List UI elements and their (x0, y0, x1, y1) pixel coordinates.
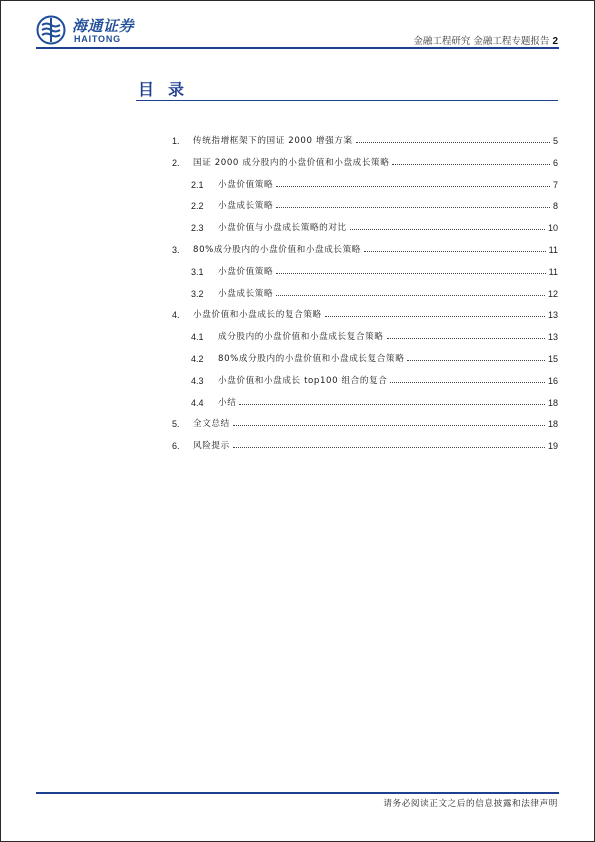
toc-leader-dots (364, 251, 546, 252)
toc-entry[interactable] (172, 306, 558, 320)
toc-entry-number: 2.3 (191, 223, 204, 234)
toc-entry-page: 8 (552, 201, 558, 212)
toc-entry-page: 18 (547, 397, 558, 408)
toc-entry-label: 80%成分股内的小盘价值和小盘成长复合策略 (218, 354, 405, 364)
toc-entry-label: 小结 (218, 397, 237, 408)
logo-chinese-name: 海通证券 (72, 17, 135, 35)
toc-entry-page: 13 (547, 332, 558, 343)
toc-leader-dots (276, 273, 545, 274)
toc-entry[interactable] (191, 328, 558, 342)
footer-disclaimer: 请务必阅读正文之后的信息披露和法律声明 (383, 799, 558, 809)
toc-entry-number: 1. (172, 136, 180, 146)
toc-entry[interactable] (172, 415, 558, 429)
header-section (413, 33, 558, 47)
toc-entry-page: 12 (547, 288, 558, 299)
toc-entry-number: 5. (172, 419, 180, 430)
toc-entry-number: 4. (172, 310, 180, 321)
toc-entry-label: 小盘价值和小盘成长的复合策略 (193, 310, 322, 321)
haitong-logo-icon (36, 15, 66, 45)
footer-divider (36, 792, 559, 794)
toc-entry[interactable] (191, 372, 558, 386)
toc-entry-label: 80%成分股内的小盘价值和小盘成长策略 (193, 245, 362, 255)
toc-entry-page: 13 (547, 310, 558, 321)
toc-leader-dots (239, 404, 545, 405)
toc-entry-number: 3.1 (191, 266, 204, 277)
toc-entry[interactable] (191, 197, 558, 211)
toc-entry-page: 19 (547, 441, 558, 452)
haitong-logo (36, 15, 196, 47)
toc-entry-label: 小盘价值策略 (218, 266, 274, 277)
toc-entry-number: 3.2 (191, 288, 204, 299)
toc-entry-label: 小盘价值和小盘成长 top100 组合的复合 (218, 375, 388, 386)
header-page-number: 2 (552, 36, 558, 47)
toc-entry[interactable] (172, 154, 558, 168)
toc-entry-page: 16 (547, 375, 558, 386)
toc-entry-number: 2.1 (191, 179, 204, 190)
toc-title: 目录 (138, 80, 199, 99)
toc-leader-dots (407, 360, 545, 361)
toc-entry-label: 风险提示 (193, 441, 230, 452)
toc-leader-dots (392, 164, 550, 165)
toc-entry-number: 6. (172, 441, 180, 452)
header-divider (36, 47, 559, 49)
toc-entry-page: 15 (547, 354, 558, 364)
toc-entry-number: 4.2 (191, 354, 204, 364)
toc-leader-dots (276, 186, 550, 187)
toc-entry-label: 成分股内的小盘价值和小盘成长复合策略 (218, 332, 384, 343)
toc-entry-label: 小盘价值策略 (218, 179, 274, 190)
toc-entry-number: 4.1 (191, 332, 204, 343)
toc-leader-dots (233, 447, 545, 448)
logo-english-name: HAITONG (74, 34, 121, 44)
toc-leader-dots (356, 142, 550, 143)
toc-entry-label: 小盘价值与小盘成长策略的对比 (218, 223, 347, 234)
toc-entry-page: 6 (552, 157, 558, 168)
toc-leader-dots (390, 382, 545, 383)
toc-leader-dots (387, 338, 545, 339)
toc-leader-dots (350, 229, 545, 230)
toc-entry-page: 10 (547, 223, 558, 234)
toc-entry-number: 2.2 (191, 201, 204, 212)
toc-entry[interactable] (191, 394, 558, 408)
toc-entry-page: 18 (547, 419, 558, 430)
toc-entry[interactable] (172, 132, 558, 146)
toc-leader-dots (276, 207, 550, 208)
toc-entry-number: 3. (172, 245, 180, 255)
toc-entry[interactable] (172, 437, 558, 451)
toc-entry-label: 传统指增框架下的国证 2000 增强方案 (193, 136, 353, 146)
header-section-label: 金融工程研究 金融工程专题报告 (413, 36, 550, 47)
toc-entry[interactable] (191, 350, 558, 364)
toc-leader-dots (276, 295, 545, 296)
toc-entry-page: 7 (552, 179, 558, 190)
toc-entry[interactable] (191, 176, 558, 190)
toc-entry-page: 11 (548, 245, 558, 255)
toc-title-divider (136, 100, 558, 101)
toc-entry[interactable] (191, 263, 558, 277)
toc-entry-label: 国证 2000 成分股内的小盘价值和小盘成长策略 (193, 157, 390, 168)
toc-entry-label: 全文总结 (193, 419, 230, 430)
toc-entry-label: 小盘成长策略 (218, 201, 274, 212)
toc-entry[interactable] (191, 285, 558, 299)
toc-entry-number: 2. (172, 157, 180, 168)
toc-leader-dots (233, 425, 545, 426)
toc-entry[interactable] (172, 241, 558, 255)
toc-entry-number: 4.3 (191, 375, 204, 386)
toc-leader-dots (325, 316, 545, 317)
toc-entry-number: 4.4 (191, 397, 204, 408)
toc-entry-page: 11 (548, 266, 558, 277)
toc-entry[interactable] (191, 219, 558, 233)
toc-entry-page: 5 (552, 136, 558, 146)
toc-entry-label: 小盘成长策略 (218, 288, 274, 299)
